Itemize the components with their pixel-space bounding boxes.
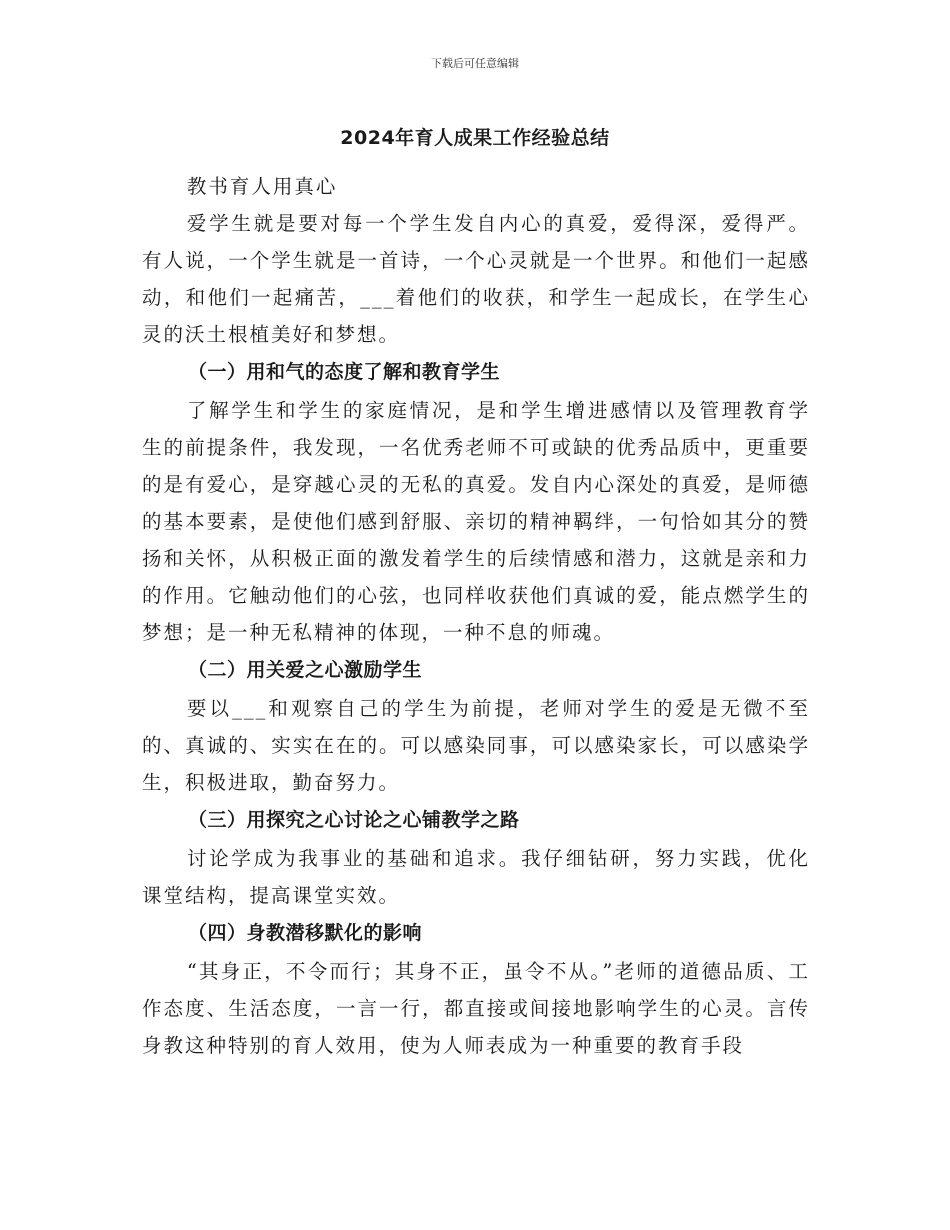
section-paragraph-4: “其身正，不令而行；其身不正，虽令不从。”老师的道德品质、工作态度、生活态度，一言一行，都直接或间接地影响学生的心灵。言传身教这种特别的育人效用，使为人师表成为一种重要的教育手段: [142, 960, 810, 1057]
intro-paragraph: 爱学生就是要对每一个学生发自内心的真爱，爱得深，爱得严。有人说，一个学生就是一首诗，一个心灵就是一个世界。和他们一起感动，和他们一起痛苦，___着他们的收获，和学生一起成长，在学生心灵的沃土根植美好和梦想。: [142, 212, 810, 346]
section-heading-4: （四）身教潜移默化的影响: [188, 922, 423, 944]
document-title: 2024年育人成果工作经验总结: [340, 127, 610, 149]
section-paragraph-3: 讨论学成为我事业的基础和追求。我仔细钻研，努力实践，优化课堂结构，提高课堂实效。: [142, 847, 810, 907]
section-heading-2: （二）用关爱之心激励学生: [188, 659, 423, 681]
document-body: [142, 168, 810, 1064]
section-heading-3: （三）用探究之心讨论之心铺教学之路: [188, 809, 520, 831]
section-heading-1: （一）用和气的态度了解和教育学生: [188, 361, 501, 383]
section-paragraph-1: 了解学生和学生的家庭情况，是和学生增进感情以及管理教育学生的前提条件，我发现，一名优秀老师不可或缺的优秀品质中，更重要的是有爱心，是穿越心灵的无私的真爱。发自内心深处的真爱，是师德的基本要素，是使他们感到舒服、亲切的精神羁绊，一句恰如其分的赞扬和关怀，从积极正面的激发着学生的后续情感和潜力，这就是亲和力的作用。它触动他们的心弦，也同样收获他们真诚的爱，能点燃学生的梦想；是一种无私精神的体现，一种不息的师魂。: [142, 399, 810, 644]
subtitle-paragraph: 教书育人用真心: [186, 175, 338, 198]
header-note: 下载后可任意编辑: [431, 57, 519, 70]
section-paragraph-2: 要以___和观察自己的学生为前提，老师对学生的爱是无微不至的、真诚的、实实在在的。可以感染同事，可以感染家长，可以感染学生，积极进取，勤奋努力。: [142, 697, 810, 794]
